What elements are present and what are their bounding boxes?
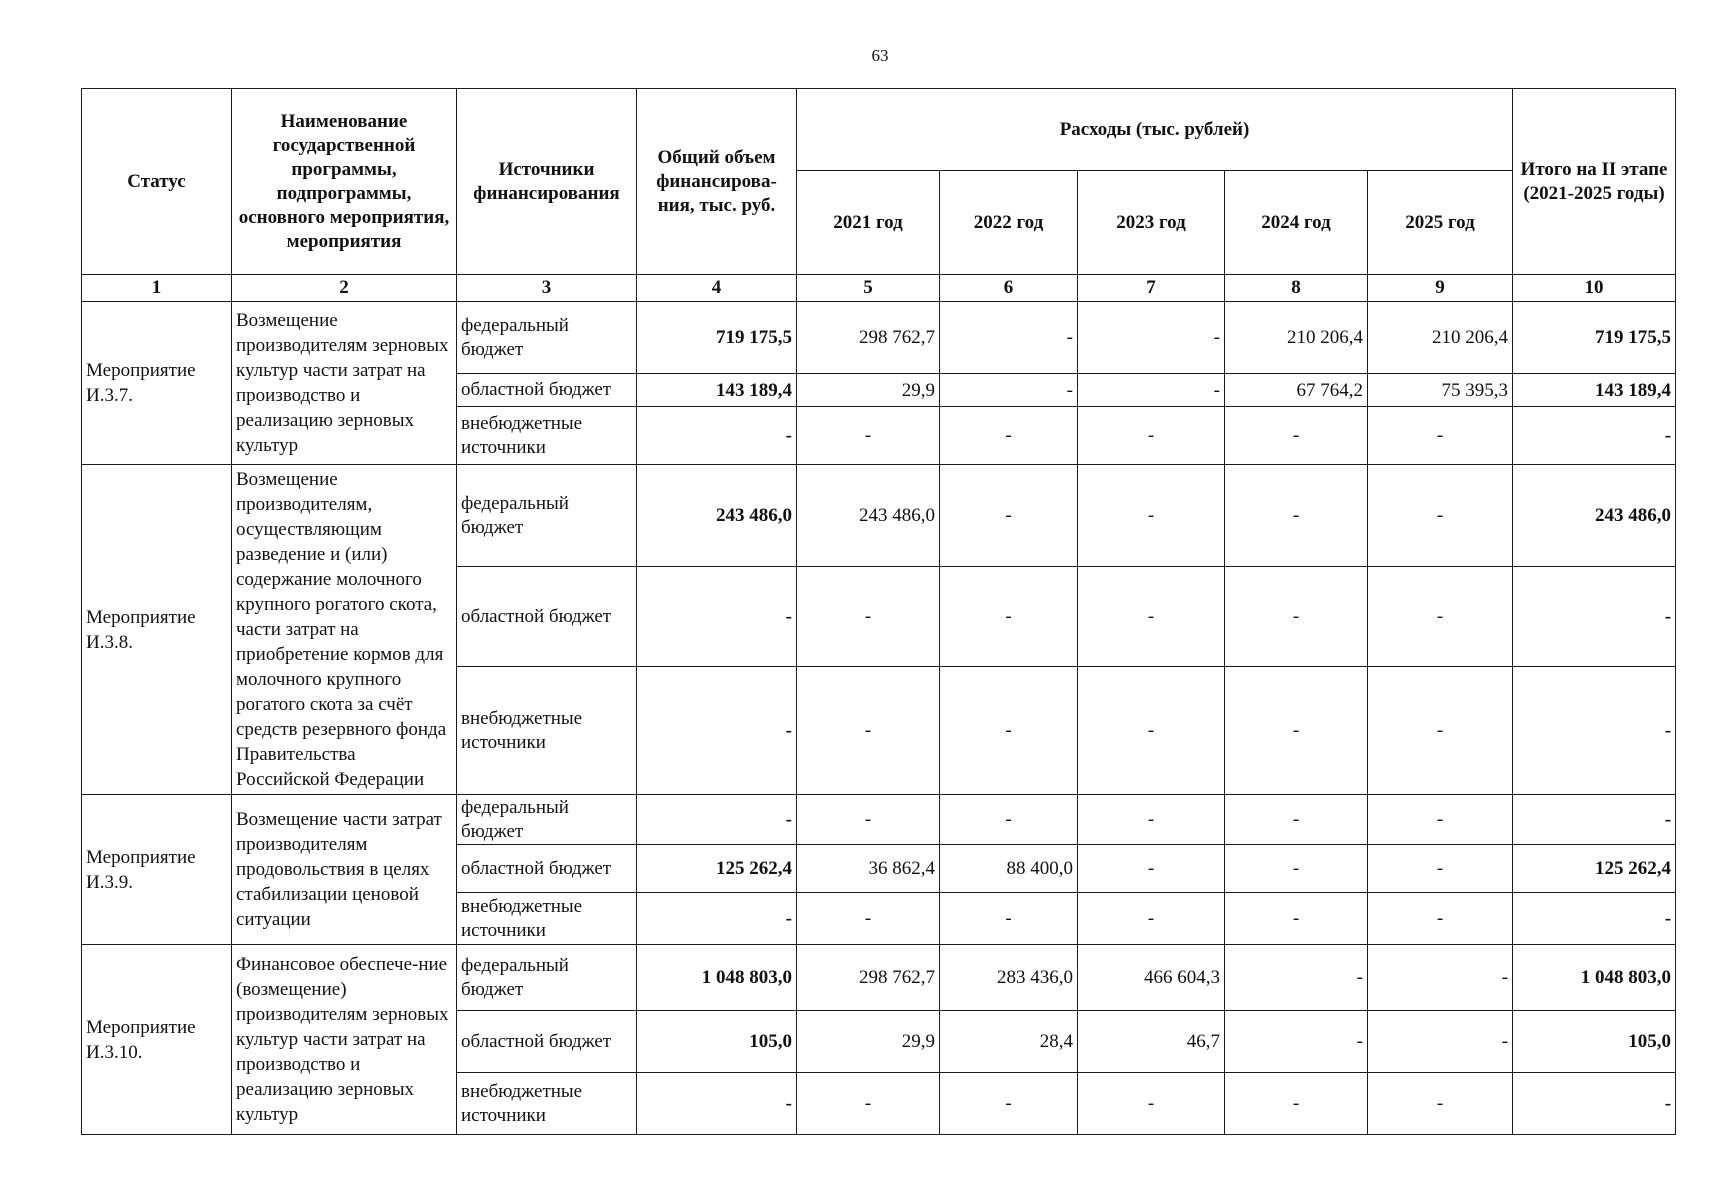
funding-source: областной бюджет bbox=[457, 845, 637, 893]
year-amount-cell: - bbox=[940, 667, 1078, 795]
year-amount-cell: - bbox=[1078, 667, 1225, 795]
funding-source: областной бюджет bbox=[457, 374, 637, 407]
year-amount-cell: 466 604,3 bbox=[1078, 945, 1225, 1011]
table-row bbox=[82, 302, 1676, 374]
stage-total-cell: 243 486,0 bbox=[1513, 465, 1676, 567]
year-amount-cell: - bbox=[1078, 893, 1225, 945]
table-header bbox=[82, 89, 1676, 302]
year-amount-cell: - bbox=[1368, 893, 1513, 945]
column-number: 3 bbox=[457, 275, 637, 302]
year-amount-cell: - bbox=[1078, 845, 1225, 893]
stage-total-cell: - bbox=[1513, 567, 1676, 667]
stage-total-cell: 143 189,4 bbox=[1513, 374, 1676, 407]
total-volume-cell: 719 175,5 bbox=[637, 302, 797, 374]
year-amount-cell: - bbox=[797, 407, 940, 465]
year-amount-cell: - bbox=[940, 893, 1078, 945]
stage-total-cell: - bbox=[1513, 795, 1676, 845]
header-stage-total: Итого на II этапе (2021-2025 годы) bbox=[1513, 89, 1676, 275]
measure-name: Возмещение производителям, осуществляющим разведение и (или) содержание молочного крупного рогатого скота, части затрат на приобретение кормов для молочного крупного рогатого скота за счёт средств резервного фонда Правительства Российской Федерации bbox=[232, 465, 457, 795]
year-amount-cell: 29,9 bbox=[797, 374, 940, 407]
funding-source: внебюджетные источники bbox=[457, 893, 637, 945]
funding-source: внебюджетные источники bbox=[457, 407, 637, 465]
year-amount-cell: - bbox=[1078, 567, 1225, 667]
measure-status: Мероприятие И.3.8. bbox=[82, 465, 232, 795]
column-number: 5 bbox=[797, 275, 940, 302]
stage-total-cell: 1 048 803,0 bbox=[1513, 945, 1676, 1011]
funding-source: внебюджетные источники bbox=[457, 1073, 637, 1135]
header-total-volume: Общий объем финансирова-ния, тыс. руб. bbox=[637, 89, 797, 275]
year-amount-cell: 210 206,4 bbox=[1225, 302, 1368, 374]
total-volume-cell: - bbox=[637, 1073, 797, 1135]
year-amount-cell: - bbox=[1225, 465, 1368, 567]
year-amount-cell: 88 400,0 bbox=[940, 845, 1078, 893]
funding-source: областной бюджет bbox=[457, 1011, 637, 1073]
year-amount-cell: - bbox=[1225, 407, 1368, 465]
stage-total-cell: - bbox=[1513, 893, 1676, 945]
funding-source: областной бюджет bbox=[457, 567, 637, 667]
total-volume-cell: - bbox=[637, 567, 797, 667]
year-amount-cell: - bbox=[1368, 1011, 1513, 1073]
funding-source: федеральный бюджет bbox=[457, 795, 637, 845]
year-amount-cell: - bbox=[1078, 374, 1225, 407]
total-volume-cell: 243 486,0 bbox=[637, 465, 797, 567]
total-volume-cell: 105,0 bbox=[637, 1011, 797, 1073]
total-volume-cell: 1 048 803,0 bbox=[637, 945, 797, 1011]
year-amount-cell: - bbox=[1368, 1073, 1513, 1135]
header-sources: Источники финансирования bbox=[457, 89, 637, 275]
page-number: 63 bbox=[871, 46, 889, 65]
measure-name: Возмещение части затрат производителям продовольствия в целях стабилизации ценовой ситуации bbox=[232, 795, 457, 945]
header-year-2024: 2024 год bbox=[1225, 171, 1368, 275]
year-amount-cell: - bbox=[1368, 407, 1513, 465]
year-amount-cell: - bbox=[1368, 795, 1513, 845]
year-amount-cell: 36 862,4 bbox=[797, 845, 940, 893]
table-row bbox=[82, 465, 1676, 567]
year-amount-cell: 46,7 bbox=[1078, 1011, 1225, 1073]
total-volume-cell: - bbox=[637, 795, 797, 845]
column-number: 1 bbox=[82, 275, 232, 302]
year-amount-cell: - bbox=[1368, 465, 1513, 567]
year-amount-cell: - bbox=[1078, 465, 1225, 567]
table-row bbox=[82, 795, 1676, 845]
header-status: Статус bbox=[82, 89, 232, 275]
measure-status: Мероприятие И.3.10. bbox=[82, 945, 232, 1135]
year-amount-cell: 283 436,0 bbox=[940, 945, 1078, 1011]
total-volume-cell: 125 262,4 bbox=[637, 845, 797, 893]
year-amount-cell: - bbox=[1225, 667, 1368, 795]
year-amount-cell: - bbox=[797, 667, 940, 795]
year-amount-cell: 298 762,7 bbox=[797, 945, 940, 1011]
year-amount-cell: - bbox=[940, 407, 1078, 465]
year-amount-cell: - bbox=[1225, 1073, 1368, 1135]
year-amount-cell: - bbox=[1225, 795, 1368, 845]
year-amount-cell: 243 486,0 bbox=[797, 465, 940, 567]
year-amount-cell: - bbox=[1225, 567, 1368, 667]
year-amount-cell: - bbox=[940, 1073, 1078, 1135]
funding-source: федеральный бюджет bbox=[457, 465, 637, 567]
year-amount-cell: - bbox=[940, 374, 1078, 407]
stage-total-cell: - bbox=[1513, 667, 1676, 795]
year-amount-cell: - bbox=[1225, 945, 1368, 1011]
year-amount-cell: - bbox=[940, 567, 1078, 667]
table-body bbox=[82, 302, 1676, 1135]
year-amount-cell: - bbox=[1368, 945, 1513, 1011]
total-volume-cell: 143 189,4 bbox=[637, 374, 797, 407]
year-amount-cell: - bbox=[1368, 567, 1513, 667]
year-amount-cell: - bbox=[940, 465, 1078, 567]
measure-name: Возмещение производителям зерновых культур части затрат на производство и реализацию зерновых культур bbox=[232, 302, 457, 465]
stage-total-cell: 125 262,4 bbox=[1513, 845, 1676, 893]
year-amount-cell: - bbox=[1368, 667, 1513, 795]
column-number: 7 bbox=[1078, 275, 1225, 302]
year-amount-cell: - bbox=[1225, 893, 1368, 945]
year-amount-cell: - bbox=[797, 567, 940, 667]
year-amount-cell: - bbox=[1078, 1073, 1225, 1135]
year-amount-cell: - bbox=[1368, 845, 1513, 893]
year-amount-cell: 67 764,2 bbox=[1225, 374, 1368, 407]
stage-total-cell: - bbox=[1513, 407, 1676, 465]
header-expenses: Расходы (тыс. рублей) bbox=[797, 89, 1513, 171]
header-year-2023: 2023 год bbox=[1078, 171, 1225, 275]
column-number: 6 bbox=[940, 275, 1078, 302]
funding-source: федеральный бюджет bbox=[457, 945, 637, 1011]
year-amount-cell: 29,9 bbox=[797, 1011, 940, 1073]
year-amount-cell: 210 206,4 bbox=[1368, 302, 1513, 374]
measure-name: Финансовое обеспече-ние (возмещение) производителям зерновых культур части затрат на производство и реализацию зерновых культур bbox=[232, 945, 457, 1135]
year-amount-cell: 298 762,7 bbox=[797, 302, 940, 374]
year-amount-cell: - bbox=[940, 795, 1078, 845]
column-number: 2 bbox=[232, 275, 457, 302]
funding-source: внебюджетные источники bbox=[457, 667, 637, 795]
column-number: 9 bbox=[1368, 275, 1513, 302]
year-amount-cell: - bbox=[940, 302, 1078, 374]
measure-status: Мероприятие И.3.9. bbox=[82, 795, 232, 945]
year-amount-cell: - bbox=[1225, 1011, 1368, 1073]
year-amount-cell: 28,4 bbox=[940, 1011, 1078, 1073]
measure-status: Мероприятие И.3.7. bbox=[82, 302, 232, 465]
header-year-2022: 2022 год bbox=[940, 171, 1078, 275]
year-amount-cell: - bbox=[797, 795, 940, 845]
column-number: 8 bbox=[1225, 275, 1368, 302]
stage-total-cell: 719 175,5 bbox=[1513, 302, 1676, 374]
year-amount-cell: - bbox=[797, 1073, 940, 1135]
year-amount-cell: - bbox=[1078, 407, 1225, 465]
year-amount-cell: - bbox=[1225, 845, 1368, 893]
year-amount-cell: 75 395,3 bbox=[1368, 374, 1513, 407]
stage-total-cell: - bbox=[1513, 1073, 1676, 1135]
column-number: 4 bbox=[637, 275, 797, 302]
year-amount-cell: - bbox=[1078, 302, 1225, 374]
funding-source: федеральный бюджет bbox=[457, 302, 637, 374]
year-amount-cell: - bbox=[1078, 795, 1225, 845]
header-year-2025: 2025 год bbox=[1368, 171, 1513, 275]
stage-total-cell: 105,0 bbox=[1513, 1011, 1676, 1073]
column-number: 10 bbox=[1513, 275, 1676, 302]
total-volume-cell: - bbox=[637, 893, 797, 945]
header-program-name: Наименование государственной программы, подпрограммы, основного мероприятия, мероприятия bbox=[232, 89, 457, 275]
table-row bbox=[82, 945, 1676, 1011]
year-amount-cell: - bbox=[797, 893, 940, 945]
header-year-2021: 2021 год bbox=[797, 171, 940, 275]
total-volume-cell: - bbox=[637, 667, 797, 795]
budget-table bbox=[81, 88, 1676, 1135]
total-volume-cell: - bbox=[637, 407, 797, 465]
